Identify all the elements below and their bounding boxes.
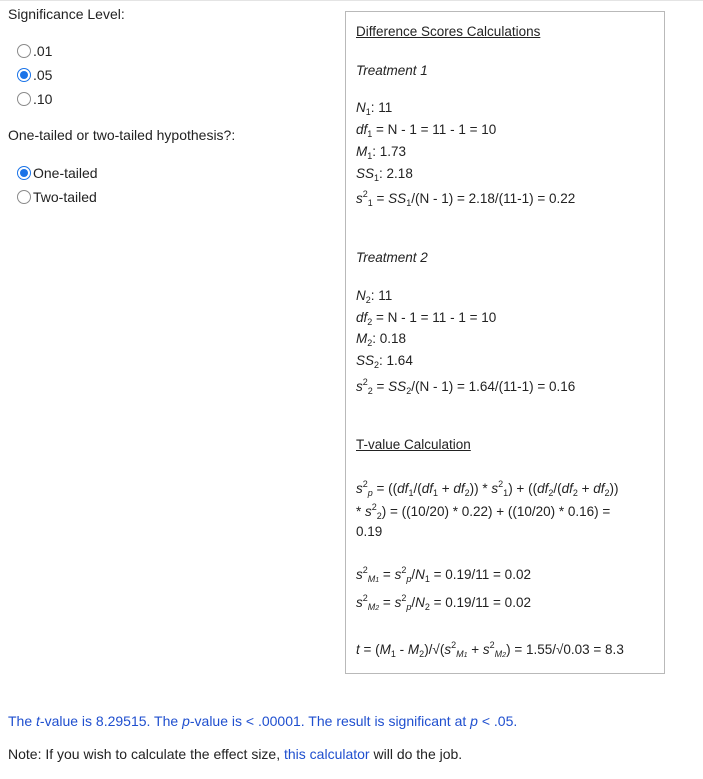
calculations-panel: [345, 11, 665, 674]
note-prefix: Note: If you wish to calculate the effect size,: [8, 746, 284, 762]
hypothesis-label: One-tailed or two-tailed hypothesis?:: [8, 127, 236, 143]
sm1-line: $s^2_{M1} = s^2_p/N_1 = 0.19/11 = 0.02$: [356, 565, 531, 584]
t2-df-eq: = N - 1 = 11 - 1 = 10: [372, 310, 497, 325]
result-p-symbol-2: p: [470, 713, 478, 729]
result-part1: The: [8, 713, 37, 729]
note-suffix: will do the job.: [369, 746, 463, 762]
radio-significance-05[interactable]: [17, 68, 31, 82]
radio-significance-10[interactable]: [17, 92, 31, 106]
tvalue-calc-title: T-value Calculation: [356, 437, 471, 452]
t-values: ) = 1.55/√0.03 = 8.3: [506, 642, 624, 657]
sm2-values: = 0.19/11 = 0.02: [429, 595, 531, 610]
pooled-variance-values: ) = ((10/20) * 0.22) + ((10/20) * 0.16) =: [381, 504, 611, 519]
result-part2: -value is 8.29515. The: [39, 713, 183, 729]
t1-ss-value: 2.18: [386, 166, 413, 181]
pooled-variance-line2: * $s^2_2) = ((10/20) * 0.22) + ((10/20) * 0.16)$ =: [356, 502, 611, 521]
t1-df-eq: = N - 1 = 11 - 1 = 10: [372, 122, 497, 137]
t2-variance-line: $s^2_2 = SS_2/(N - 1) = 1.64/(11-1) = 0.16$: [356, 377, 576, 396]
t1-n-value: 11: [378, 100, 393, 115]
sm2-line: $s^2_{M2} = s^2_p/N_2 = 0.19/11 = 0.02$: [356, 593, 531, 612]
treatment2-title: Treatment 2: [356, 250, 428, 265]
effect-size-calculator-link[interactable]: this calculator: [284, 746, 370, 762]
radio-label-two-tailed[interactable]: Two-tailed: [33, 189, 97, 205]
result-t-symbol: t: [36, 713, 40, 729]
t1-m-line: $M_1$: 1.73: [356, 144, 407, 161]
radio-label-05[interactable]: .05: [33, 67, 53, 83]
pooled-variance-result: 0.19: [356, 524, 383, 539]
top-divider: [0, 0, 703, 1]
t2-m-value: 0.18: [379, 331, 407, 346]
t1-variance-line: $s^2_1 = SS_1/(N - 1) = 2.18/(11-1) = 0.22$: [356, 189, 576, 208]
result-p-symbol: p: [182, 713, 190, 729]
radio-label-01[interactable]: .01: [33, 43, 53, 59]
t2-ss-value: 1.64: [386, 353, 413, 368]
t1-m-value: 1.73: [379, 144, 407, 159]
radio-two-tailed[interactable]: [17, 190, 31, 204]
radio-label-one-tailed[interactable]: One-tailed: [33, 165, 98, 181]
radio-label-10[interactable]: .10: [33, 91, 53, 107]
radio-one-tailed[interactable]: [17, 166, 31, 180]
t1-ss-line: $SS_1$: 2.18: [356, 166, 413, 183]
radio-significance-01[interactable]: [17, 44, 31, 58]
t1-df-line: $df_1 = N - 1 = 11 - 1 = 10$: [356, 122, 497, 139]
pooled-variance-line1: $s^2_p = ((df_1/(df_1 + df_2)) * s^2_1) + ((df_2/(df_2 + df_2))$: [356, 479, 619, 498]
significance-label: Significance Level:: [8, 6, 125, 22]
t2-df-line: $df_2 = N - 1 = 11 - 1 = 10$: [356, 310, 497, 327]
t1-variance-eq: /(N - 1) = 2.18/(11-1) = 0.22: [411, 191, 576, 206]
result-part4: < .05.: [477, 713, 518, 729]
result-text: [8, 713, 517, 729]
t1-n-line: $N_1$: 11: [356, 100, 393, 117]
panel-title: Difference Scores Calculations: [356, 24, 541, 39]
t2-n-value: 11: [378, 288, 393, 303]
note-text: [8, 746, 462, 762]
sm1-values: = 0.19/11 = 0.02: [429, 567, 531, 582]
t-formula-line: $t = (M_1 - M_2)/√(s^2_{M1} + s^2_{M2}) = 1.55/√0.03 = 8.3$: [356, 640, 624, 659]
result-part3: -value is < .00001. The result is significant at: [189, 713, 471, 729]
t2-ss-line: $SS_2$: 1.64: [356, 353, 413, 370]
t2-variance-eq: /(N - 1) = 1.64/(11-1) = 0.16: [411, 379, 576, 394]
t2-m-line: $M_2$: 0.18: [356, 331, 407, 348]
t2-n-line: $N_2$: 11: [356, 288, 393, 305]
treatment1-title: Treatment 1: [356, 63, 428, 78]
